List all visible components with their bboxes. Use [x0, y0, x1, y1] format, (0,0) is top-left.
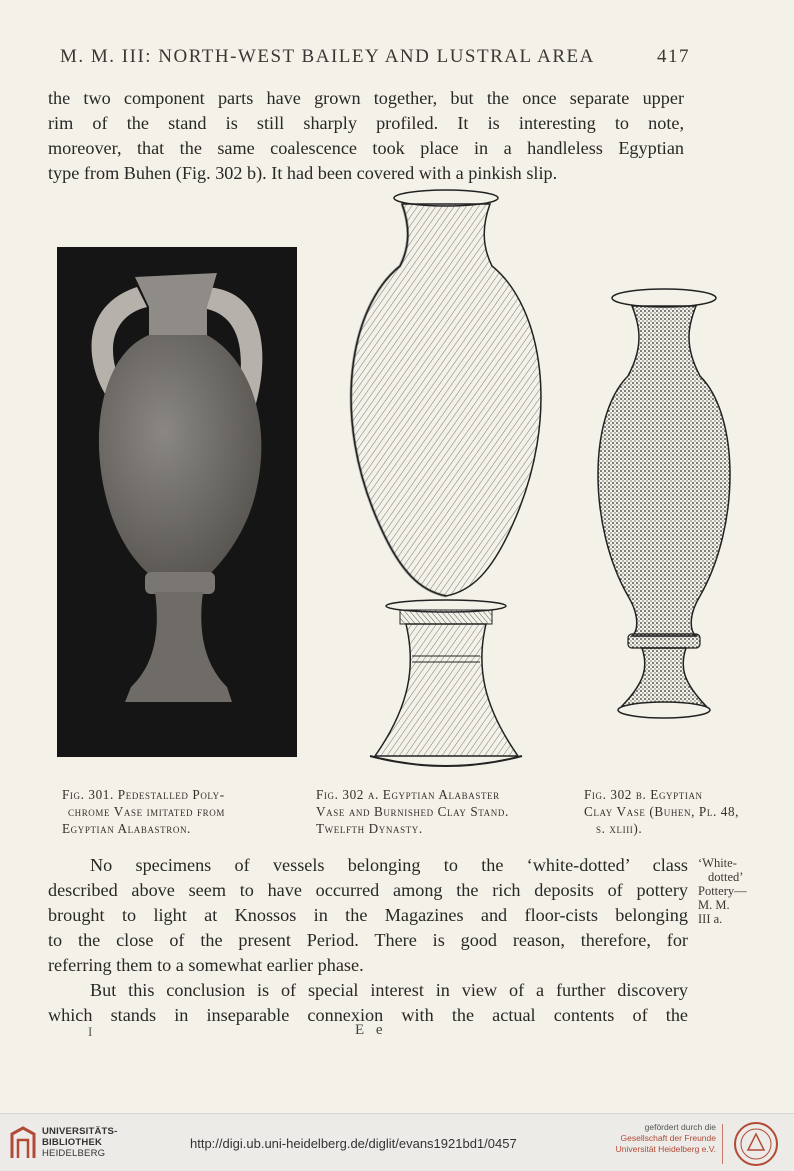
library-line: UNIVERSITÄTS-	[42, 1126, 118, 1137]
body-text	[48, 853, 688, 1028]
margin-line: III a.	[698, 912, 723, 926]
text-line: type from Buhen (Fig. 302 b). It had been covered with a pinkish slip.	[48, 163, 558, 183]
margin-line: M. M.	[698, 898, 730, 912]
footer-divider	[722, 1124, 723, 1164]
caption-line: Twelfth Dynasty.	[316, 821, 423, 836]
text-line: rim of the stand is still sharply profiled. It is interesting to note,	[48, 113, 684, 133]
sponsor-line: gefördert durch die	[644, 1122, 716, 1132]
caption-line: chrome Vase imitated from	[68, 804, 225, 819]
caption-line: Vase and Burnished Clay Stand.	[316, 804, 509, 819]
text-line: No specimens of vessels belonging to the ‘white-dotted’ class	[90, 855, 688, 875]
signature-mark: I	[88, 1024, 93, 1039]
permalink-url[interactable]: http://digi.ub.uni-heidelberg.de/diglit/evans1921bd1/0457	[190, 1136, 517, 1151]
sponsor-line: Universität Heidelberg e.V.	[615, 1144, 716, 1154]
caption-line: Fig. 302 b. Egyptian	[584, 787, 703, 802]
opening-paragraph	[48, 86, 684, 186]
text-line: moreover, that the same coalescence took place in a handleless Egyptian	[48, 138, 684, 158]
text-line: referring them to a somewhat earlier phase.	[48, 955, 364, 975]
running-title: M. M. III: NORTH-WEST BAILEY AND LUSTRAL AREA	[60, 46, 595, 67]
library-line: BIBLIOTHEK	[42, 1137, 103, 1148]
signature-letters: E e	[355, 1022, 387, 1038]
caption-line: s. xliii).	[596, 821, 643, 836]
caption-line: Fig. 301. Pedestalled Poly-	[62, 787, 225, 802]
margin-line: dotted’	[708, 870, 744, 884]
library-line: HEIDELBERG	[42, 1148, 106, 1159]
fig-302a-drawing	[340, 186, 556, 776]
caption-line: Clay Vase (Buhen, Pl. 48,	[584, 804, 740, 819]
margin-line: ‘White-	[698, 856, 737, 870]
margin-note	[698, 856, 768, 926]
page-number: 417	[657, 46, 690, 67]
sponsor-line: Gesellschaft der Freunde	[620, 1133, 716, 1143]
margin-line: Pottery—	[698, 884, 747, 898]
text-line: brought to light at Knossos in the Magazines and floor-cists belonging	[48, 905, 688, 925]
text-line: to the close of the present Period. There is good reason, therefore, for	[48, 930, 688, 950]
running-header	[60, 46, 690, 68]
text-line: the two component parts have grown together, but the once separate upper	[48, 88, 684, 108]
fig-301-caption	[62, 786, 294, 837]
digitization-footer	[0, 1113, 794, 1171]
text-line: which stands in inseparable connexion with the actual contents of the	[48, 1005, 688, 1025]
university-seal-icon	[730, 1120, 782, 1168]
text-line: But this conclusion is of special interest in view of a further discovery	[90, 980, 688, 1000]
sponsor-text	[598, 1122, 716, 1155]
fig-302b-caption	[584, 786, 766, 837]
library-name	[42, 1126, 117, 1159]
text-line: described above seem to have occurred among the rich deposits of pottery	[48, 880, 688, 900]
library-logo-icon	[8, 1124, 38, 1162]
fig-302a-caption	[316, 786, 576, 837]
caption-line: Fig. 302 a. Egyptian Alabaster	[316, 787, 500, 802]
fig-302b-drawing	[588, 286, 744, 736]
caption-line: Egyptian Alabastron.	[62, 821, 191, 836]
fig-301-photograph	[57, 247, 297, 757]
